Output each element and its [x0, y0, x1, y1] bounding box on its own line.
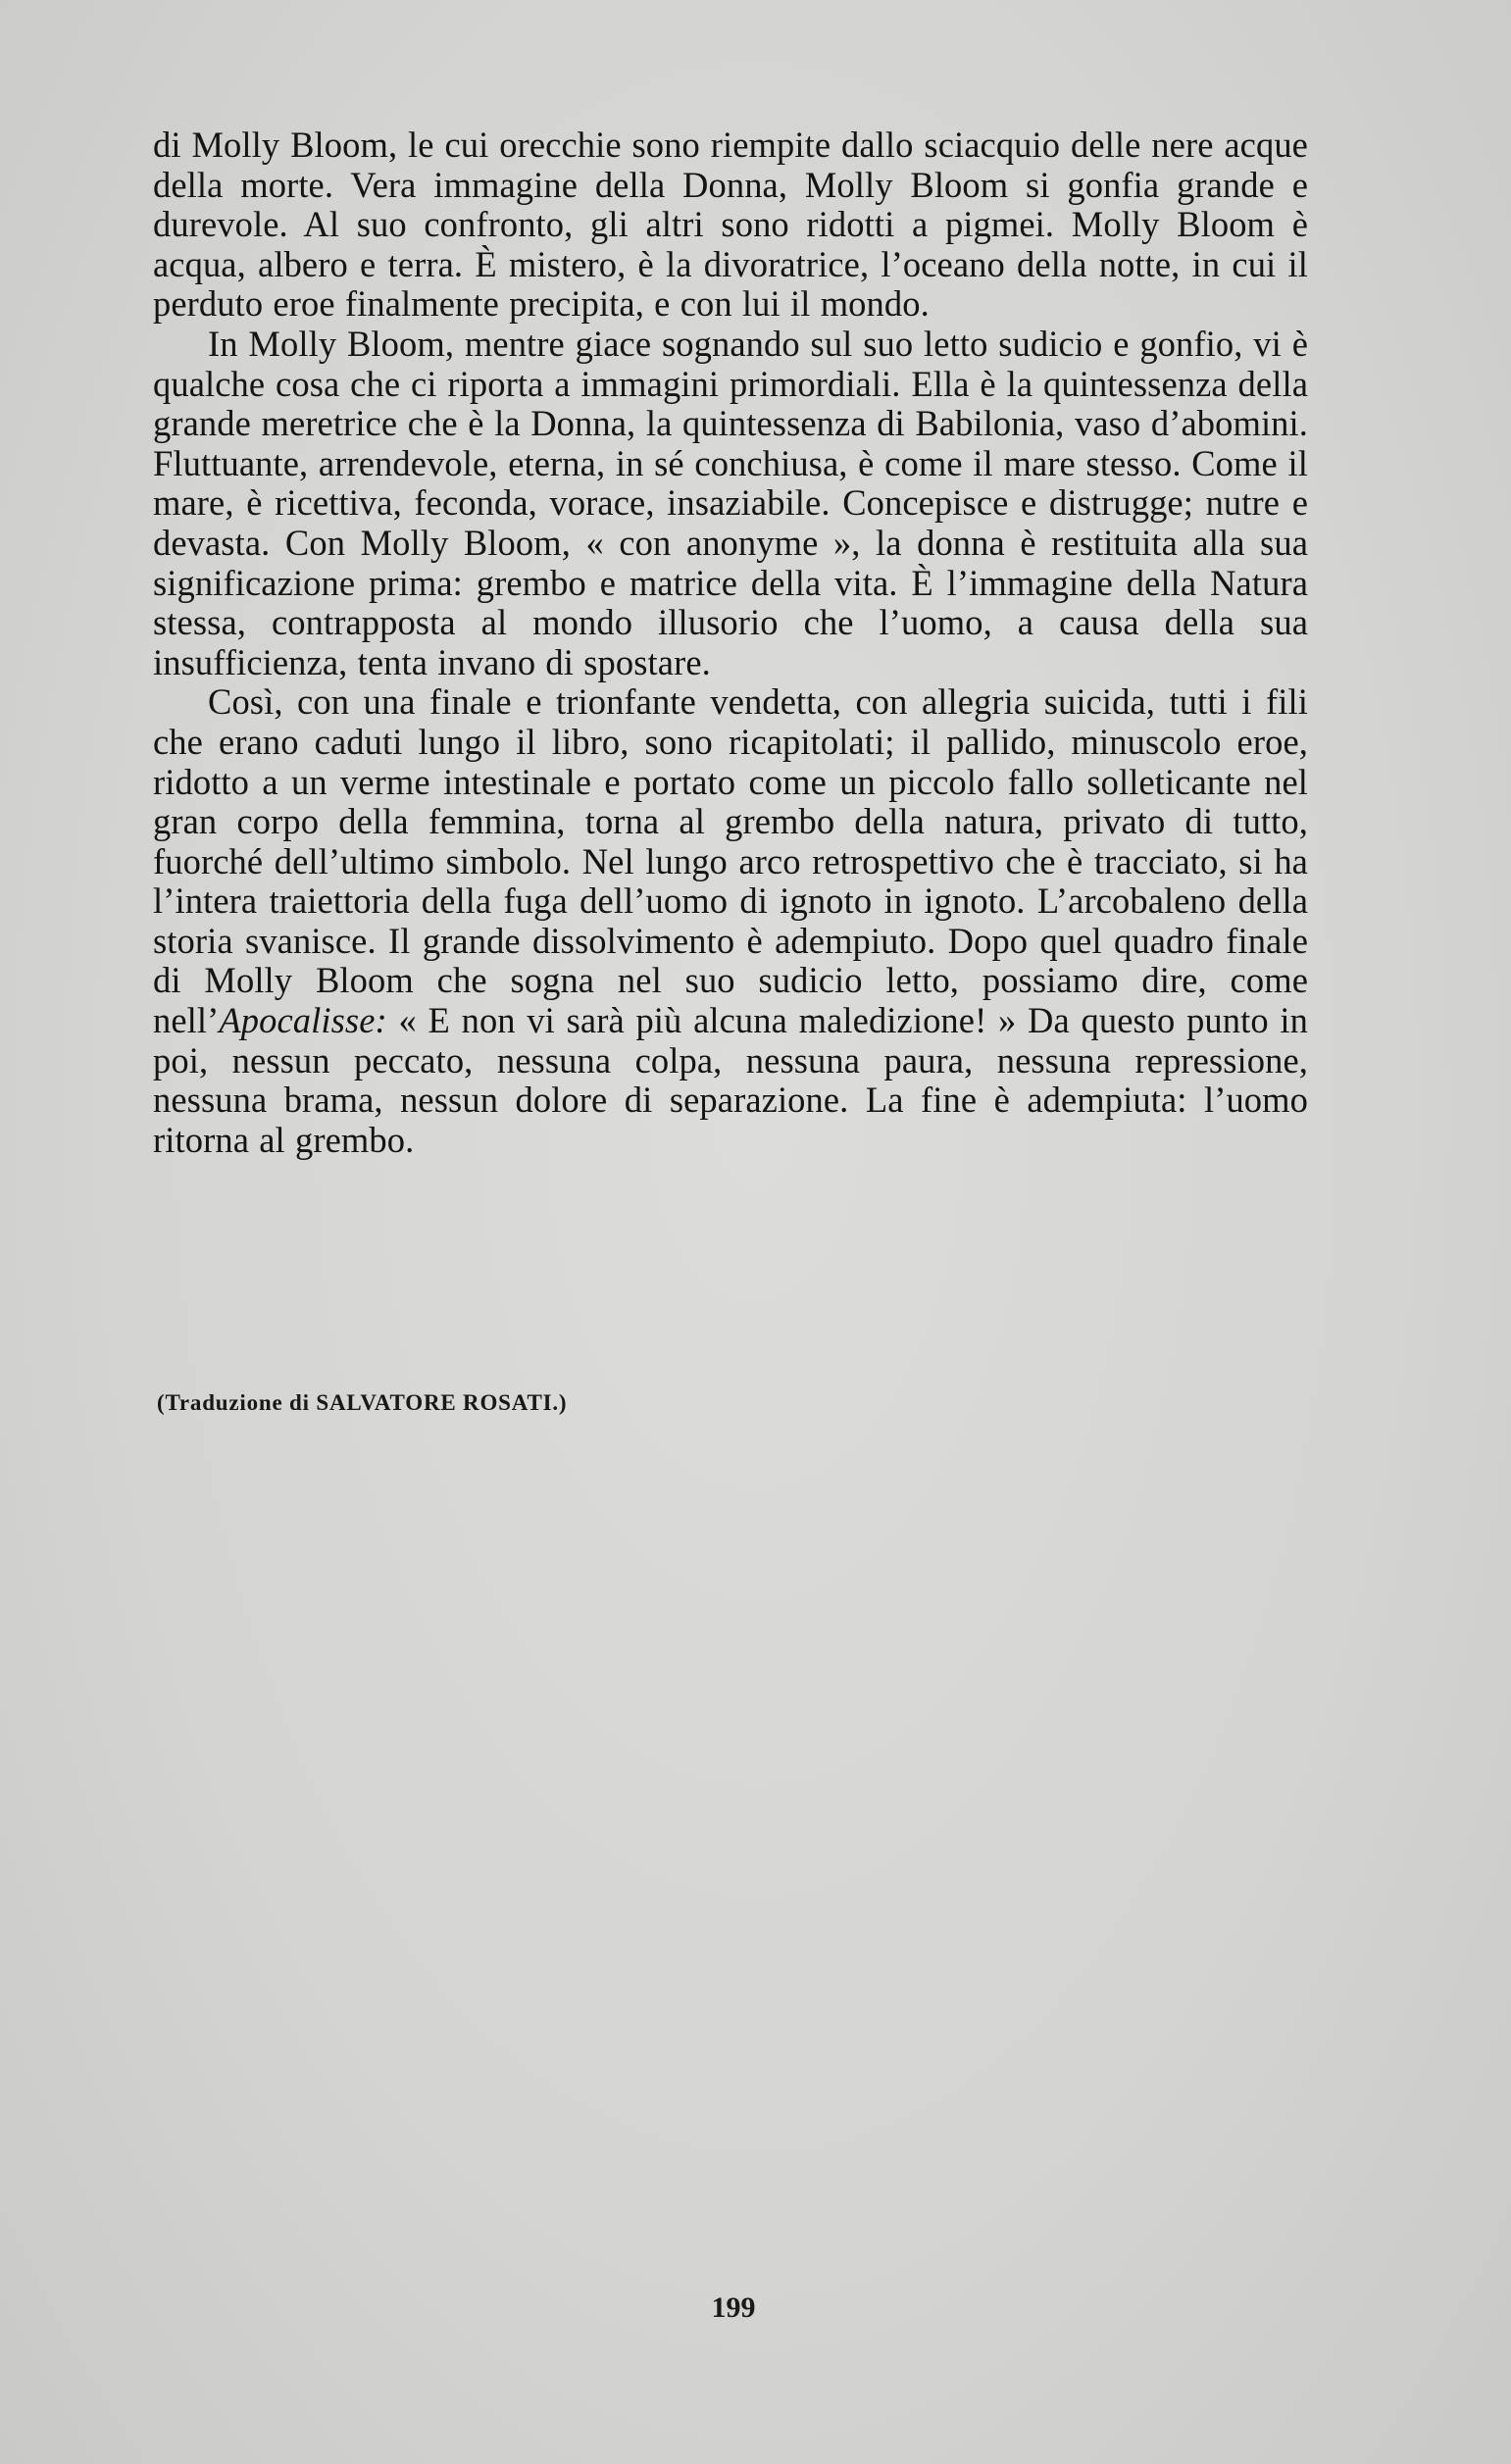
paragraph-3-text-after: « E non vi sarà più alcuna maledizione! » Da questo punto in poi, nessun peccato, nessuna colpa, nessuna paura, nessuna repressione, nessuna brama, nessun dolore di separazione. La fine è adempiuta: l’uomo ritorna al grembo.	[153, 1000, 1308, 1160]
translator-credit: (Traduzione di SALVATORE ROSATI.)	[157, 1390, 568, 1415]
paragraph-1: di Molly Bloom, le cui orecchie sono riempite dallo sciacquio delle nere acque della morte. Vera immagine della Donna, Molly Bloom si gonfia grande e durevole. Al suo confronto, gli altri sono ridotti a pigmei. Molly Bloom è acqua, albero e terra. È mistero, è la divoratrice, l’oceano della notte, in cui il perduto eroe finalmente precipita, e con lui il mondo.	[153, 125, 1308, 325]
paragraph-2: In Molly Bloom, mentre giace sognando sul suo letto sudicio e gonfio, vi è qualche cosa che ci riporta a immagini primordiali. Ella è la quintessenza della grande meretrice che è la Donna, la quintessenza di Babilonia, vaso d’abomini. Fluttuante, arrendevole, eterna, in sé conchiusa, è come il mare stesso. Come il mare, è ricettiva, feconda, vorace, insaziabile. Concepisce e distrugge; nutre e devasta. Con Molly Bloom, « con anonyme », la donna è restituita alla sua significazione prima: grembo e matrice della vita. È l’immagine della Natura stessa, contrapposta al mondo illusorio che l’uomo, a causa della sua insufficienza, tenta invano di spostare.	[153, 323, 1308, 682]
paragraph-3-text-before: Così, con una finale e trionfante vendetta, con allegria suicida, tutti i fili che erano caduti lungo il libro, sono ricapitolati; il pallido, minuscolo eroe, ridotto a un verme intestinale e portato come un piccolo fallo solleticante nel gran corpo della femmina, torna al grembo della natura, privato di tutto, fuorché dell’ultimo simbolo. Nel lungo arco retrospettivo che è tracciato, si ha l’intera traiettoria della fuga dell’uomo di ignoto in ignoto. L’arcobaleno della storia svanisce. Il grande dissolvimento è adempiuto. Dopo quel quadro finale di Molly Bloom che sogna nel suo sudicio letto, possiamo dire, come nell’	[153, 681, 1308, 1041]
apocalisse-italic-title: Apocalisse:	[219, 1000, 387, 1041]
paragraph-3	[153, 682, 1308, 1160]
body-text	[153, 126, 1308, 1160]
page-number: 199	[711, 2291, 756, 2324]
